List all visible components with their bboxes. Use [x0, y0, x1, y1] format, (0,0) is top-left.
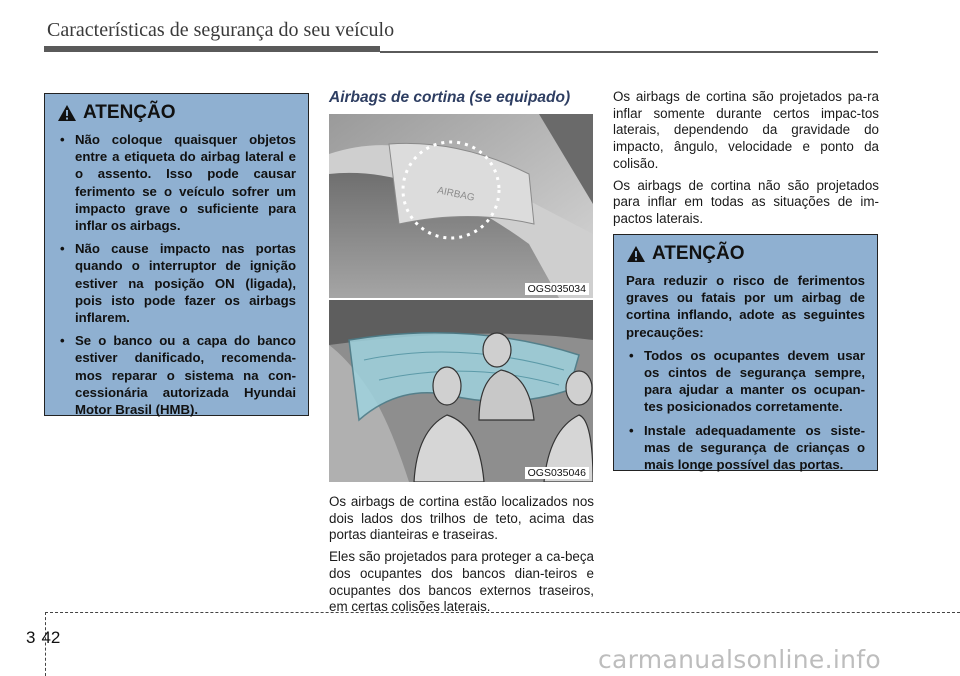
- warning-title: ATENÇÃO: [652, 243, 745, 264]
- section-number: 3: [26, 628, 36, 647]
- warning-triangle-icon: [626, 245, 646, 263]
- paragraph: Os airbags de cortina são projetados pa-ra inflar somente durante certos impac-tos laterais, dependendo da gravidade do impacto, ângulo, velocidade e ponto da colisão.: [613, 89, 879, 171]
- paragraph: Os airbags de cortina estão localizados nos dois lados dos trilhos de teto, acima das portas dianteiras e traseiras.: [329, 494, 594, 543]
- warning-item: • Instale adequadamente os siste-mas de segurança de crianças o mais longe possível das portas.: [626, 422, 865, 474]
- figure-curtain-airbag: [329, 300, 593, 482]
- warning-box-right: [613, 234, 878, 471]
- middle-body-text: [329, 494, 594, 621]
- header-rule-dark: [44, 46, 380, 52]
- warning-header: [626, 243, 865, 265]
- airbag-label-illustration: [329, 114, 593, 298]
- paragraph: Eles são projetados para proteger a ca-beça dos ocupantes dos bancos dian-teiros e ocupantes dos bancos externos traseiros, em certas colisões laterais.: [329, 549, 594, 615]
- curtain-airbag-illustration: [329, 300, 593, 482]
- figure-code: OGS035034: [525, 283, 589, 295]
- header-rule-line: [380, 51, 878, 53]
- page-number: [26, 628, 60, 648]
- footer-dashed-rule: [45, 612, 960, 613]
- section-title: Airbags de cortina (se equipado): [329, 89, 571, 106]
- paragraph: Os airbags de cortina não são projetados para inflar em todas as situações de im-pactos laterais.: [613, 177, 879, 226]
- page-number-value: 42: [41, 628, 61, 647]
- warning-item: • Não cause impacto nas portas quando o interruptor de ignição estiver na posição ON (ligada), pois isto pode fazer os airbags inflarem.: [57, 240, 296, 326]
- warning-list: [626, 347, 865, 473]
- figure-airbag-label: [329, 114, 593, 298]
- warning-title: ATENÇÃO: [83, 102, 176, 123]
- airbag-text: AIRBAG: [436, 185, 476, 204]
- figure-code: OGS035046: [525, 467, 589, 479]
- warning-item: • Todos os ocupantes devem usar os cintos de segurança sempre, para ajudar a manter os ocupan-tes posicionados corretamente.: [626, 347, 865, 416]
- warning-item: • Se o banco ou a capa do banco estiver danificado, recomenda-mos reparar o sistema na con-cessionária autorizada Hyundai Motor Brasil (HMB).: [57, 332, 296, 418]
- page-header-title: Características de segurança do seu veículo: [47, 19, 395, 41]
- warning-list: [57, 131, 296, 418]
- watermark: carmanualsonline.info: [598, 645, 881, 674]
- warning-item: • Não coloque quaisquer objetos entre a etiqueta do airbag lateral e o assento. Isso pode causar ferimento se o veículo sofrer um impacto grave o suficiente para inflar os airbags.: [57, 131, 296, 234]
- warning-intro: Para reduzir o risco de ferimentos graves ou fatais por um airbag de cortina inflando, adote as seguintes precauções:: [626, 273, 865, 340]
- right-body-text: [613, 89, 879, 233]
- warning-triangle-icon: [57, 104, 77, 122]
- warning-header: [57, 102, 296, 124]
- warning-box-left: [44, 93, 309, 416]
